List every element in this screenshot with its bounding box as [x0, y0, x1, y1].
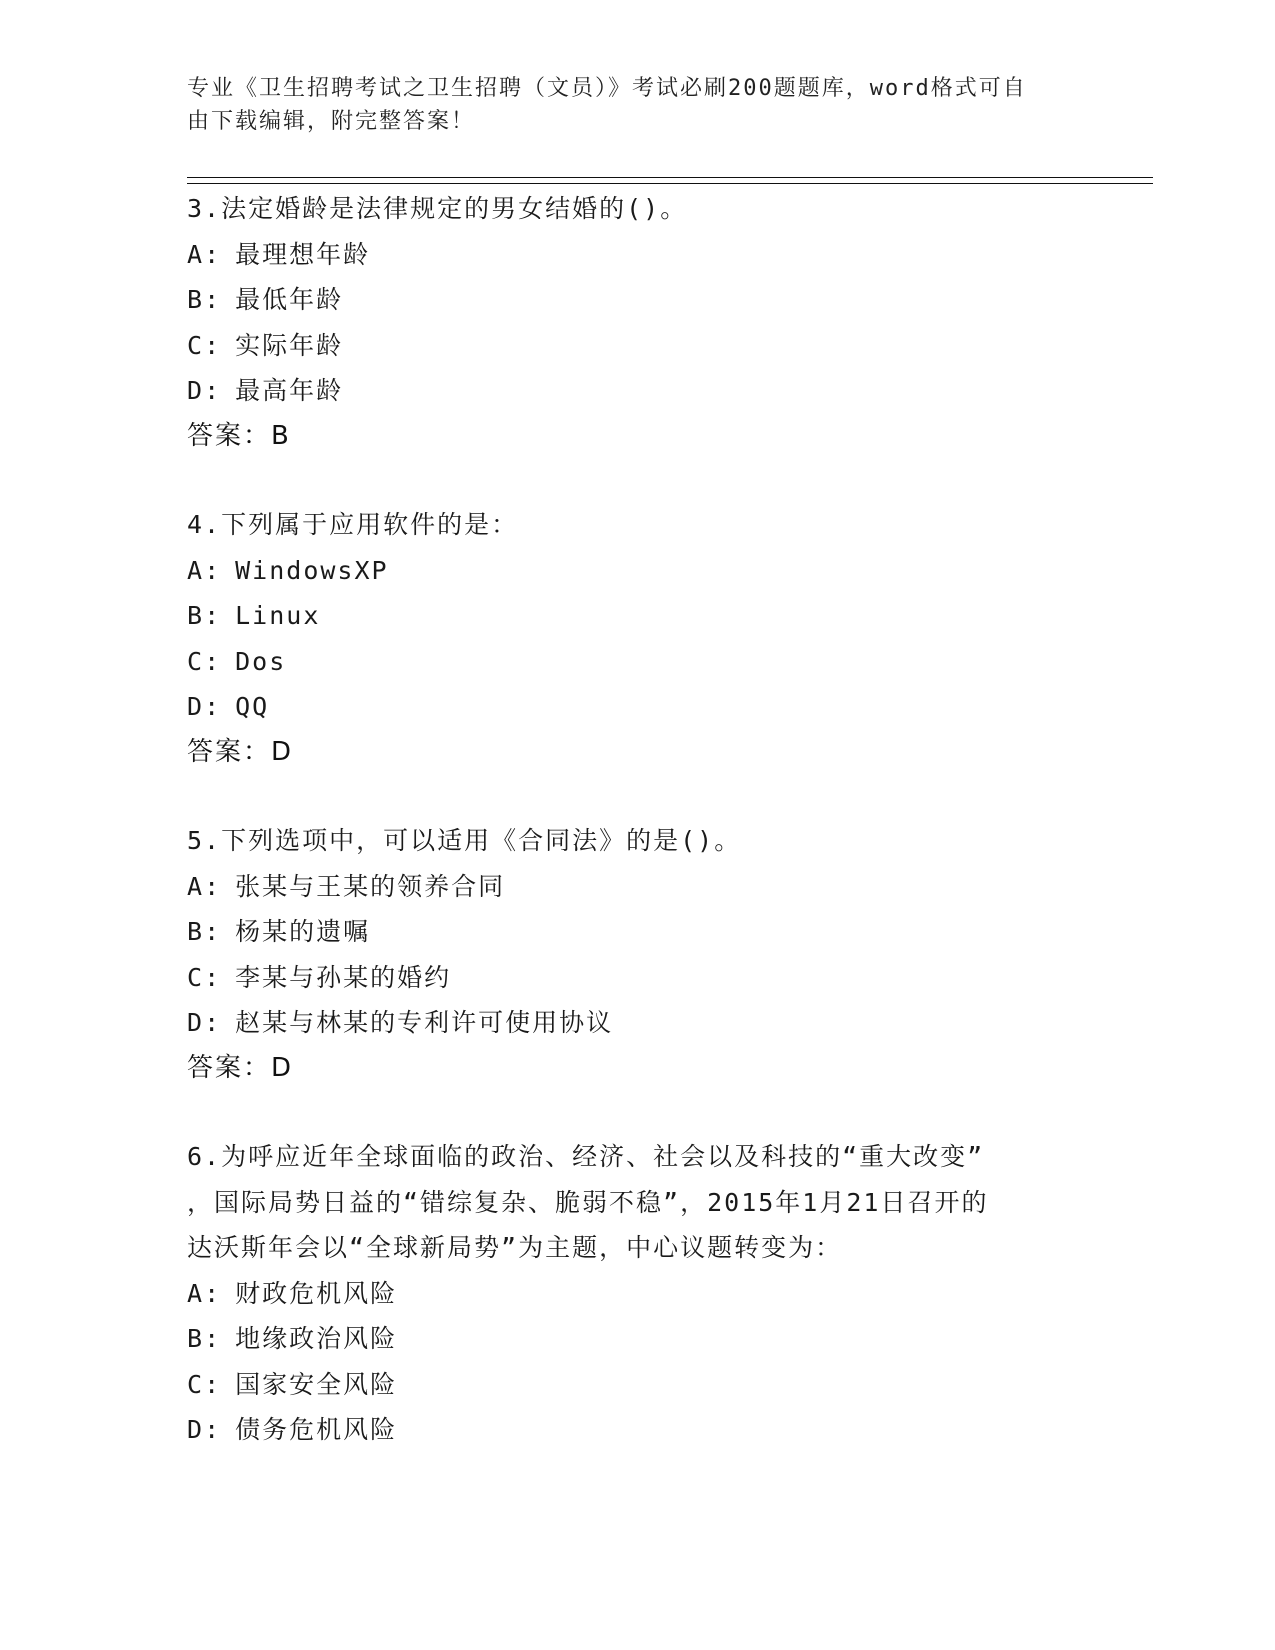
- option-separator: :: [204, 555, 222, 585]
- question-stem-line: ，国际局势日益的“错综复杂、脆弱不稳”，2015年1月21日召开的: [187, 1187, 989, 1217]
- option-c: [187, 639, 1107, 685]
- option-letter: D: [187, 692, 205, 721]
- option-c: [187, 955, 1107, 1001]
- option-letter: A: [187, 555, 205, 585]
- option-b: [187, 1316, 1107, 1362]
- option-separator: :: [204, 646, 222, 676]
- option-text: 国家安全风险: [235, 1369, 398, 1399]
- question-4: [187, 502, 1107, 775]
- question-stem: [187, 818, 1107, 864]
- document-header: [187, 72, 1067, 138]
- option-separator: :: [204, 1278, 222, 1308]
- option-text: 最高年龄: [235, 376, 344, 405]
- question-stem-line: 6.为呼应近年全球面临的政治、经济、社会以及科技的“重大改变”: [187, 1142, 985, 1171]
- header-line-2: 由下载编辑，附完整答案！: [187, 109, 476, 134]
- question-stem: [187, 186, 1107, 232]
- question-stem-line: 3.法定婚龄是法律规定的男女结婚的()。: [187, 194, 688, 223]
- option-text: 地缘政治风险: [235, 1324, 398, 1353]
- option-a: [187, 232, 1107, 278]
- header-divider-bottom: [187, 183, 1153, 184]
- option-c: [187, 1362, 1107, 1408]
- option-letter: A: [187, 1278, 205, 1308]
- option-separator: :: [204, 871, 222, 901]
- option-text: 赵某与林某的专利许可使用协议: [235, 1008, 614, 1037]
- option-letter: B: [187, 917, 205, 946]
- option-letter: D: [187, 1008, 205, 1037]
- option-letter: D: [187, 1415, 205, 1444]
- option-d: [187, 1407, 1107, 1453]
- question-stem-line: 5.下列选项中，可以适用《合同法》的是()。: [187, 826, 742, 855]
- option-separator: :: [204, 692, 222, 721]
- option-a: [187, 1271, 1107, 1317]
- question-6: [187, 1134, 1107, 1453]
- question-stem-line: 4.下列属于应用软件的是：: [187, 510, 519, 539]
- option-text: Dos: [235, 646, 287, 676]
- option-separator: :: [204, 962, 222, 992]
- option-letter: C: [187, 1369, 205, 1399]
- option-b: [187, 593, 1107, 639]
- option-text: 最理想年龄: [235, 239, 371, 269]
- option-letter: C: [187, 646, 205, 676]
- option-letter: B: [187, 285, 205, 314]
- option-text: 最低年龄: [235, 285, 344, 314]
- option-letter: A: [187, 239, 205, 269]
- option-text: 张某与王某的领养合同: [235, 871, 506, 901]
- option-separator: :: [204, 376, 222, 405]
- question-3: [187, 186, 1107, 459]
- option-letter: C: [187, 330, 205, 360]
- question-stem-line: 达沃斯年会以“全球新局势”为主题，中心议题转变为：: [187, 1233, 843, 1262]
- option-letter: B: [187, 1324, 205, 1353]
- question-stem: [187, 1134, 1107, 1271]
- answer-line: 答案：D: [187, 736, 294, 767]
- option-letter: A: [187, 871, 205, 901]
- header-divider-top: [187, 177, 1153, 178]
- option-separator: :: [204, 285, 222, 314]
- option-text: 杨某的遗嘱: [235, 917, 371, 946]
- option-b: [187, 909, 1107, 955]
- option-letter: B: [187, 601, 205, 630]
- option-text: 财政危机风险: [235, 1278, 398, 1308]
- question-5: [187, 818, 1107, 1091]
- option-text: 实际年龄: [235, 330, 344, 360]
- option-text: Linux: [235, 601, 321, 630]
- option-a: [187, 864, 1107, 910]
- option-separator: :: [204, 601, 222, 630]
- option-separator: :: [204, 917, 222, 946]
- option-separator: :: [204, 239, 222, 269]
- option-separator: :: [204, 1415, 222, 1444]
- option-d: [187, 368, 1107, 414]
- answer-line: 答案：D: [187, 1052, 294, 1083]
- option-separator: :: [204, 1008, 222, 1037]
- option-d: [187, 1000, 1107, 1046]
- option-text: WindowsXP: [235, 555, 389, 585]
- option-text: QQ: [235, 692, 270, 721]
- option-letter: C: [187, 962, 205, 992]
- header-line-1: 专业《卫生招聘考试之卫生招聘（文员）》考试必刷200题题库，word格式可自: [187, 76, 1027, 101]
- answer-line: 答案：B: [187, 420, 291, 451]
- option-d: [187, 684, 1107, 730]
- option-c: [187, 323, 1107, 369]
- option-separator: :: [204, 330, 222, 360]
- option-b: [187, 277, 1107, 323]
- option-text: 债务危机风险: [235, 1415, 398, 1444]
- question-stem: [187, 502, 1107, 548]
- option-separator: :: [204, 1324, 222, 1353]
- option-separator: :: [204, 1369, 222, 1399]
- option-a: [187, 548, 1107, 594]
- option-text: 李某与孙某的婚约: [235, 962, 452, 992]
- option-letter: D: [187, 376, 205, 405]
